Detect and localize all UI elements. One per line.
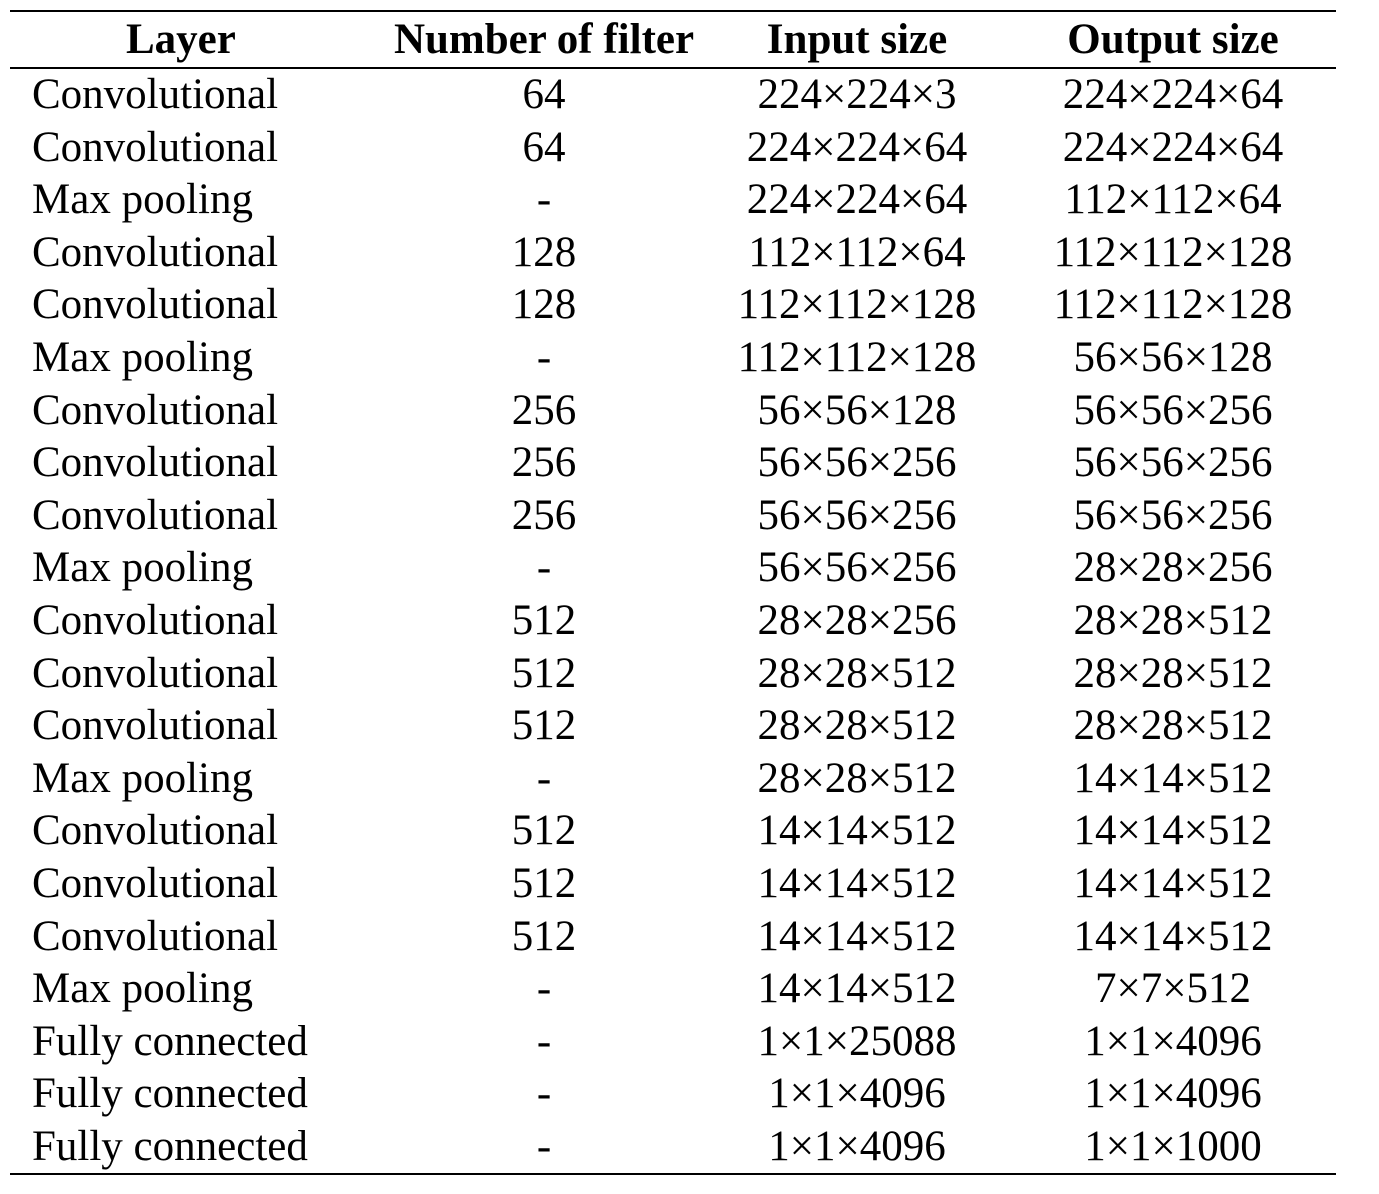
layer-cell: Convolutional <box>32 596 279 644</box>
output-size-cell: 28×28×256 <box>1073 544 1273 592</box>
output-size-cell: 1×1×4096 <box>1084 1017 1262 1065</box>
filter-count-cell: - <box>536 544 552 592</box>
input-size-cell: 56×56×256 <box>757 491 957 539</box>
table-row <box>10 490 1336 543</box>
input-size-cell: 28×28×512 <box>757 649 957 697</box>
output-size-cell: 28×28×512 <box>1073 649 1273 697</box>
layer-cell: Max pooling <box>32 176 253 224</box>
filter-count-cell: - <box>536 1122 552 1170</box>
table-row <box>10 122 1336 175</box>
filter-count-cell: - <box>536 1070 552 1118</box>
output-size-cell: 224×224×64 <box>1062 123 1284 171</box>
table-header <box>10 12 1336 67</box>
output-size-cell: 56×56×128 <box>1073 333 1273 381</box>
layer-cell: Max pooling <box>32 965 253 1013</box>
input-size-cell: 56×56×256 <box>757 544 957 592</box>
layer-cell: Convolutional <box>32 228 279 276</box>
output-size-cell: 56×56×256 <box>1073 439 1273 487</box>
input-size-cell: 56×56×128 <box>757 386 957 434</box>
table-row <box>10 69 1336 122</box>
output-size-cell: 56×56×256 <box>1073 491 1273 539</box>
table-row <box>10 385 1336 438</box>
filter-count-cell: - <box>536 754 552 802</box>
layer-table <box>10 12 1336 67</box>
layer-cell: Convolutional <box>32 281 279 329</box>
layer-table-body <box>10 69 1336 1173</box>
input-size-cell: 14×14×512 <box>757 965 957 1013</box>
output-size-cell: 56×56×256 <box>1073 386 1273 434</box>
input-size-cell: 28×28×512 <box>757 754 957 802</box>
filter-count-cell: 512 <box>511 649 577 697</box>
output-size-cell: 28×28×512 <box>1073 702 1273 750</box>
header-layer: Layer <box>126 16 236 63</box>
table-row <box>10 227 1336 280</box>
output-size-cell: 28×28×512 <box>1073 596 1273 644</box>
table-row <box>10 542 1336 595</box>
layer-cell: Convolutional <box>32 859 279 907</box>
input-size-cell: 14×14×512 <box>757 912 957 960</box>
filter-count-cell: 512 <box>511 596 577 644</box>
header-number-of-filter: Number of filter <box>393 16 695 63</box>
output-size-cell: 14×14×512 <box>1073 912 1273 960</box>
input-size-cell: 224×224×3 <box>757 71 957 118</box>
output-size-cell: 14×14×512 <box>1073 754 1273 802</box>
layer-cell: Convolutional <box>32 912 279 960</box>
filter-count-cell: - <box>536 1017 552 1065</box>
input-size-cell: 56×56×256 <box>757 439 957 487</box>
header-row <box>10 12 1336 67</box>
output-size-cell: 112×112×128 <box>1053 228 1293 276</box>
layer-cell: Convolutional <box>32 386 279 434</box>
input-size-cell: 28×28×512 <box>757 702 957 750</box>
output-size-cell: 14×14×512 <box>1073 859 1273 907</box>
table-body <box>10 69 1336 1173</box>
input-size-cell: 112×112×64 <box>748 228 966 276</box>
table-row <box>10 279 1336 332</box>
layer-cell: Convolutional <box>32 71 279 118</box>
layer-cell: Convolutional <box>32 491 279 539</box>
filter-count-cell: 256 <box>511 491 577 539</box>
filter-count-cell: - <box>536 176 552 224</box>
input-size-cell: 14×14×512 <box>757 859 957 907</box>
table-row <box>10 437 1336 490</box>
output-size-cell: 112×112×64 <box>1064 176 1282 224</box>
filter-count-cell: 512 <box>511 859 577 907</box>
output-size-cell: 224×224×64 <box>1062 71 1284 118</box>
table-row <box>10 1121 1336 1174</box>
bottom-rule <box>10 1173 1336 1175</box>
layer-cell: Convolutional <box>32 702 279 750</box>
layer-cell: Max pooling <box>32 754 253 802</box>
table-row <box>10 1068 1336 1121</box>
table-row <box>10 805 1336 858</box>
input-size-cell: 1×1×25088 <box>757 1017 957 1065</box>
layer-cell: Fully connected <box>32 1122 308 1170</box>
input-size-cell: 28×28×256 <box>757 596 957 644</box>
layer-cell: Convolutional <box>32 439 279 487</box>
input-size-cell: 224×224×64 <box>746 176 968 224</box>
filter-count-cell: 128 <box>511 228 577 276</box>
table-row <box>10 963 1336 1016</box>
table-row <box>10 911 1336 964</box>
table-row <box>10 174 1336 227</box>
table-row <box>10 1016 1336 1069</box>
filter-count-cell: 64 <box>522 123 566 171</box>
output-size-cell: 1×1×4096 <box>1084 1070 1262 1118</box>
input-size-cell: 112×112×128 <box>737 281 977 329</box>
table-row <box>10 753 1336 806</box>
filter-count-cell: 64 <box>522 71 566 118</box>
filter-count-cell: 512 <box>511 807 577 855</box>
layer-cell: Max pooling <box>32 333 253 381</box>
layer-cell: Max pooling <box>32 544 253 592</box>
output-size-cell: 1×1×1000 <box>1084 1122 1262 1170</box>
input-size-cell: 1×1×4096 <box>768 1070 946 1118</box>
input-size-cell: 1×1×4096 <box>768 1122 946 1170</box>
table-row <box>10 648 1336 701</box>
layer-cell: Convolutional <box>32 807 279 855</box>
input-size-cell: 224×224×64 <box>746 123 968 171</box>
output-size-cell: 14×14×512 <box>1073 807 1273 855</box>
input-size-cell: 14×14×512 <box>757 807 957 855</box>
layer-cell: Fully connected <box>32 1017 308 1065</box>
layer-cell: Convolutional <box>32 123 279 171</box>
layer-table-container <box>10 10 1336 1175</box>
table-row <box>10 595 1336 648</box>
layer-cell: Fully connected <box>32 1070 308 1118</box>
header-input-size: Input size <box>766 16 948 63</box>
filter-count-cell: 128 <box>511 281 577 329</box>
table-row <box>10 332 1336 385</box>
output-size-cell: 112×112×128 <box>1053 281 1293 329</box>
filter-count-cell: 512 <box>511 702 577 750</box>
input-size-cell: 112×112×128 <box>737 333 977 381</box>
filter-count-cell: - <box>536 333 552 381</box>
header-output-size: Output size <box>1067 16 1279 63</box>
table-row <box>10 858 1336 911</box>
layer-cell: Convolutional <box>32 649 279 697</box>
filter-count-cell: - <box>536 965 552 1013</box>
filter-count-cell: 512 <box>511 912 577 960</box>
filter-count-cell: 256 <box>511 386 577 434</box>
filter-count-cell: 256 <box>511 439 577 487</box>
table-row <box>10 700 1336 753</box>
output-size-cell: 7×7×512 <box>1094 965 1251 1013</box>
